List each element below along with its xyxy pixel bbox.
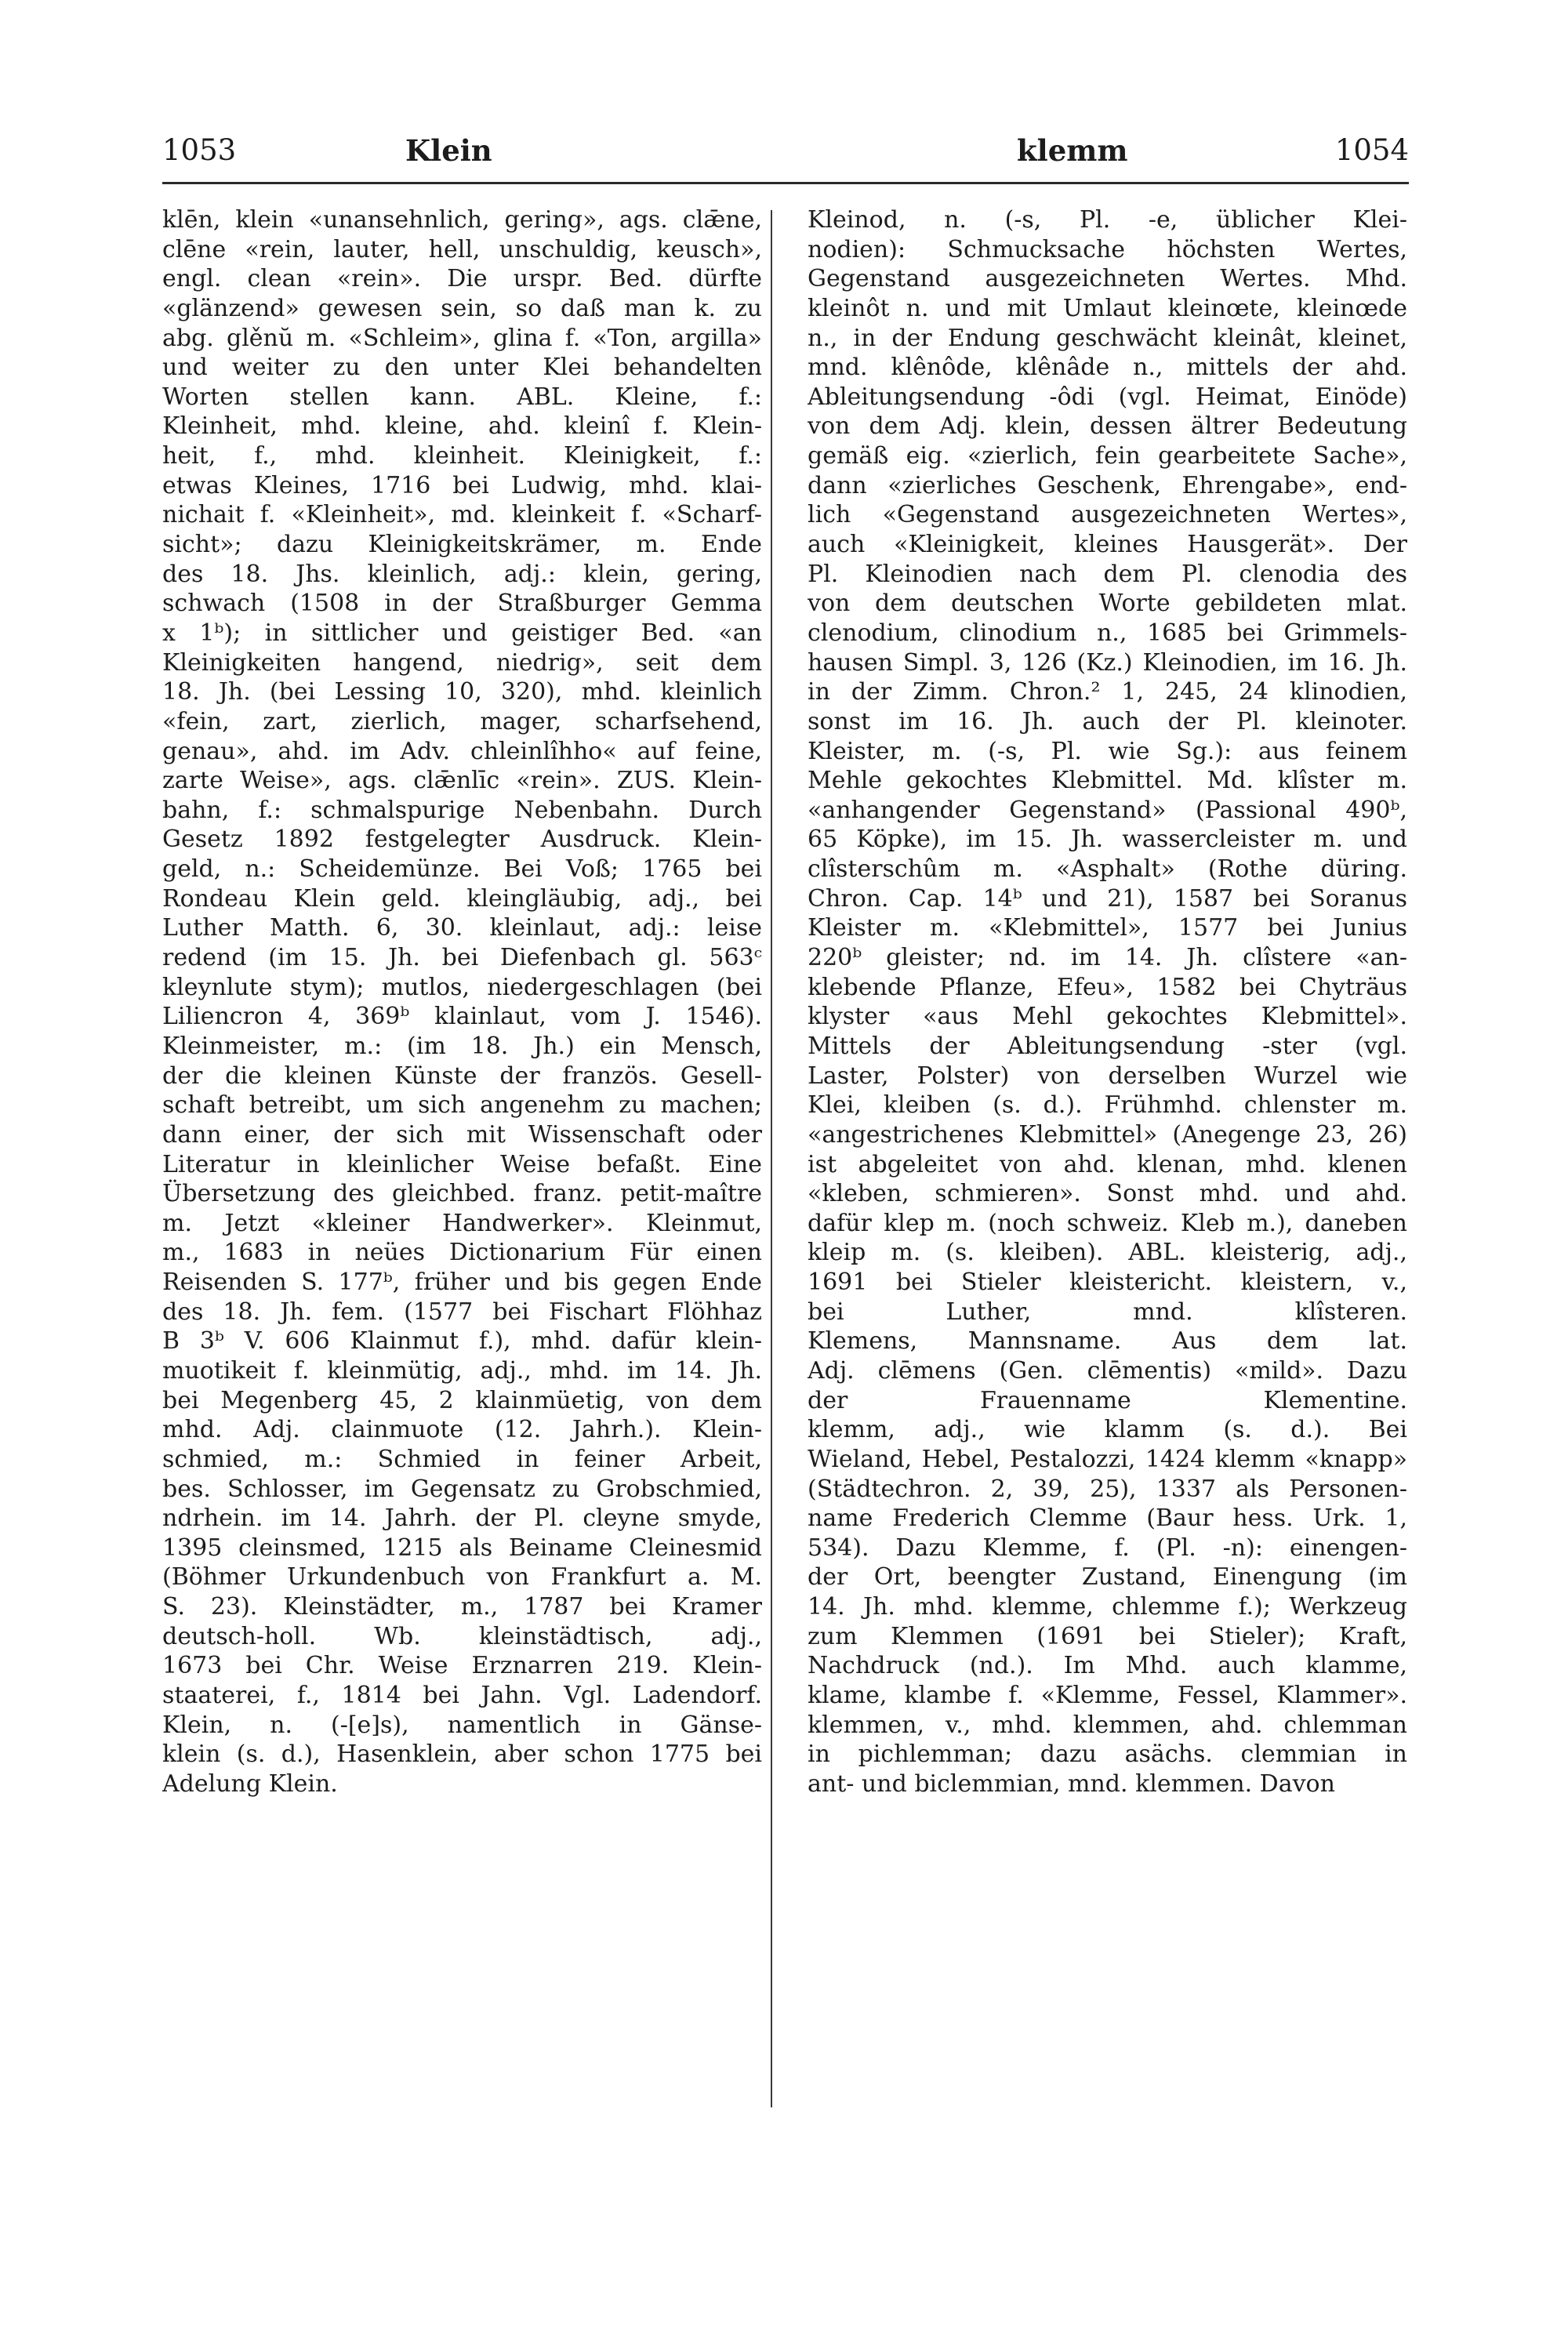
text-line: dann «zierliches Geschenk, Ehrengabe», end-	[808, 471, 1407, 499]
text-line: nodien): Schmucksache höchsten Wertes,	[808, 235, 1407, 263]
text-line: «glänzend» gewesen sein, so daß man k. zu	[162, 294, 762, 322]
text-line: Literatur in kleinlicher Weise befaßt. Eine	[162, 1150, 762, 1178]
text-line: von dem deutschen Worte gebildeten mlat.	[808, 590, 1407, 618]
text-line: Kleinmeister, m.: (im 18. Jh.) ein Mensch,	[162, 1032, 762, 1060]
text-line: auch «Kleinigkeit, kleines Hausgerät». Der	[808, 531, 1407, 559]
text-line: mhd. Adj. clainmuote (12. Jahrh.). Klein-	[162, 1416, 762, 1444]
text-line: m. Jetzt «kleiner Handwerker». Kleinmut,	[162, 1209, 762, 1237]
left-column	[162, 205, 762, 2118]
text-line: 534). Dazu Klemme, f. (Pl. -n): einengen-	[808, 1534, 1407, 1562]
text-line: clēne «rein, lauter, hell, unschuldig, keusch»,	[162, 235, 762, 263]
text-line: klēn, klein «unansehnlich, gering», ags. clǣne,	[162, 206, 762, 234]
running-header	[162, 133, 1409, 182]
right-column	[808, 205, 1407, 2118]
text-line: abg. glěnŭ m. «Schleim», glina f. «Ton, argilla»	[162, 324, 762, 352]
text-line: klemmen, v., mhd. klemmen, ahd. chlemman	[808, 1711, 1407, 1739]
text-line: 1395 cleinsmed, 1215 als Beiname Cleinesmid	[162, 1534, 762, 1562]
text-line: Rondeau Klein geld. kleingläubig, adj., bei	[162, 884, 762, 913]
text-line: 14. Jh. mhd. klemme, chlemme f.); Werkzeug	[808, 1593, 1407, 1621]
text-line: bei Megenberg 45, 2 klainmüetig, von dem	[162, 1386, 762, 1414]
text-line: Mehle gekochtes Klebmittel. Md. klîster m.	[808, 767, 1407, 795]
text-line: Kleister, m. (-s, Pl. wie Sg.): aus feinem	[808, 737, 1407, 765]
text-line: muotikeit f. kleinmütig, adj., mhd. im 14. Jh.	[162, 1356, 762, 1385]
text-line: kleynlute stym); mutlos, niedergeschlagen (bei	[162, 973, 762, 1001]
text-line: dafür klep m. (noch schweiz. Kleb m.), daneben	[808, 1209, 1407, 1237]
text-line: 65 Köpke), im 15. Jh. wassercleister m. und	[808, 826, 1407, 854]
text-line: klame, klambe f. «Klemme, Fessel, Klammer».	[808, 1682, 1407, 1710]
text-line: schaft betreibt, um sich angenehm zu machen;	[162, 1091, 762, 1120]
text-line: Nachdruck (nd.). Im Mhd. auch klamme,	[808, 1652, 1407, 1680]
text-line: Wieland, Hebel, Pestalozzi, 1424 klemm «knapp»	[808, 1445, 1407, 1473]
text-line: Gesetz 1892 festgelegter Ausdruck. Klein-	[162, 826, 762, 854]
text-line: zarte Weise», ags. clǣnlīc «rein». ZUS. Klein-	[162, 767, 762, 795]
text-line: in pichlemman; dazu asächs. clemmian in	[808, 1740, 1407, 1769]
text-line: Kleinod, n. (-s, Pl. -e, üblicher Klei-	[808, 206, 1407, 234]
text-line: bahn, f.: schmalspurige Nebenbahn. Durch	[162, 796, 762, 824]
text-line: Adj. clēmens (Gen. clēmentis) «mild». Dazu	[808, 1356, 1407, 1385]
text-line: «anhangender Gegenstand» (Passional 490ᵇ,	[808, 796, 1407, 824]
text-line: klyster «aus Mehl gekochtes Klebmittel».	[808, 1003, 1407, 1031]
text-line: sonst im 16. Jh. auch der Pl. kleinoter.	[808, 707, 1407, 735]
text-line: name Frederich Clemme (Baur hess. Urk. 1,	[808, 1504, 1407, 1533]
text-line: «kleben, schmieren». Sonst mhd. und ahd.	[808, 1180, 1407, 1208]
text-line: Mittels der Ableitungsendung -ster (vgl.	[808, 1032, 1407, 1060]
text-line: dann einer, der sich mit Wissenschaft oder	[162, 1120, 762, 1149]
text-line: 1691 bei Stieler kleistericht. kleistern, v.,	[808, 1269, 1407, 1297]
text-line: hausen Simpl. 3, 126 (Kz.) Kleinodien, im 16. Jh.	[808, 648, 1407, 677]
text-line: der Frauenname Klementine.	[808, 1386, 1407, 1414]
text-line: Pl. Kleinodien nach dem Pl. clenodia des	[808, 560, 1407, 588]
text-line: 220ᵇ gleister; nd. im 14. Jh. clîstere «an-	[808, 944, 1407, 972]
text-line: «fein, zart, zierlich, mager, scharfsehend,	[162, 707, 762, 735]
text-line: Liliencron 4, 369ᵇ klainlaut, vom J. 1546).	[162, 1003, 762, 1031]
text-line: Kleister m. «Klebmittel», 1577 bei Junius	[808, 914, 1407, 942]
header-rule	[162, 182, 1409, 184]
text-line: in der Zimm. Chron.² 1, 245, 24 klinodien,	[808, 678, 1407, 706]
text-line: B 3ᵇ V. 606 Klainmut f.), mhd. dafür klein-	[162, 1327, 762, 1356]
text-line: schmied, m.: Schmied in feiner Arbeit,	[162, 1445, 762, 1473]
text-line: klein (s. d.), Hasenklein, aber schon 1775 bei	[162, 1740, 762, 1769]
text-line: (Städtechron. 2, 39, 25), 1337 als Personen-	[808, 1475, 1407, 1503]
text-line: nichait f. «Kleinheit», md. kleinkeit f. «Scharf-	[162, 501, 762, 529]
text-line: Klemens, Mannsname. Aus dem lat.	[808, 1327, 1407, 1356]
text-line: clîsterschûm m. «Asphalt» (Rothe düring.	[808, 855, 1407, 884]
text-line: zum Klemmen (1691 bei Stieler); Kraft,	[808, 1622, 1407, 1650]
text-line: Kleinigkeiten hangend, niedrig», seit dem	[162, 648, 762, 677]
text-line: Reisenden S. 177ᵇ, früher und bis gegen Ende	[162, 1269, 762, 1297]
right-page-number: 1054	[1334, 133, 1409, 167]
text-line: staaterei, f., 1814 bei Jahn. Vgl. Ladendorf.	[162, 1682, 762, 1710]
text-line: der Ort, beengter Zustand, Einengung (im	[808, 1563, 1407, 1592]
text-line: S. 23). Kleinstädter, m., 1787 bei Kramer	[162, 1593, 762, 1621]
text-line: bei Luther, mnd. klîsteren.	[808, 1298, 1407, 1326]
text-line: clenodium, clinodium n., 1685 bei Grimmels-	[808, 619, 1407, 647]
text-line: «angestrichenes Klebmittel» (Anegenge 23, 26)	[808, 1120, 1407, 1149]
text-line: ist abgeleitet von ahd. klenan, mhd. klenen	[808, 1150, 1407, 1178]
text-line: ant- und biclemmian, mnd. klemmen. Davon	[808, 1769, 1335, 1798]
text-line: mnd. klênôde, klênâde n., mittels der ahd.	[808, 354, 1407, 382]
text-line: des 18. Jh. fem. (1577 bei Fischart Flöhhaz	[162, 1298, 762, 1326]
text-line: Kleinheit, mhd. kleine, ahd. kleinî f. Klein-	[162, 412, 762, 441]
text-line: ndrhein. im 14. Jahrh. der Pl. cleyne smyde,	[162, 1504, 762, 1533]
text-line: n., in der Endung geschwächt kleinât, kleinet,	[808, 324, 1407, 352]
text-line: sicht»; dazu Kleinigkeitskrämer, m. Ende	[162, 531, 762, 559]
text-line: genau», ahd. im Adv. chleinlîhho« auf feine,	[162, 737, 762, 765]
left-page-number: 1053	[162, 133, 237, 167]
text-line: Ableitungsendung -ôdi (vgl. Heimat, Einöde)	[808, 383, 1407, 411]
text-line: lich «Gegenstand ausgezeichneten Wertes»,	[808, 501, 1407, 529]
text-line: heit, f., mhd. kleinheit. Kleinigkeit, f.:	[162, 442, 762, 470]
text-line: Gegenstand ausgezeichneten Wertes. Mhd.	[808, 265, 1407, 293]
text-line: Klei, kleiben (s. d.). Frühmhd. chlenster m.	[808, 1091, 1407, 1120]
text-line: Worten stellen kann. ABL. Kleine, f.:	[162, 383, 762, 411]
text-line: und weiter zu den unter Klei behandelten	[162, 354, 762, 382]
text-line: etwas Kleines, 1716 bei Ludwig, mhd. klai-	[162, 471, 762, 499]
text-line: des 18. Jhs. kleinlich, adj.: klein, gering,	[162, 560, 762, 588]
text-line: von dem Adj. klein, dessen ältrer Bedeutung	[808, 412, 1407, 441]
text-line: Luther Matth. 6, 30. kleinlaut, adj.: leise	[162, 914, 762, 942]
text-line: x 1ᵇ); in sittlicher und geistiger Bed. «an	[162, 619, 762, 647]
text-line: der die kleinen Künste der französ. Gesell-	[162, 1062, 762, 1090]
text-line: engl. clean «rein». Die urspr. Bed. dürfte	[162, 265, 762, 293]
text-line: 1673 bei Chr. Weise Erznarren 219. Klein-	[162, 1652, 762, 1680]
text-line: redend (im 15. Jh. bei Diefenbach gl. 563ᶜ	[162, 944, 762, 972]
text-line: 18. Jh. (bei Lessing 10, 320), mhd. kleinlich	[162, 678, 762, 706]
text-line: kleip m. (s. kleiben). ABL. kleisterig, adj.,	[808, 1239, 1407, 1267]
right-guide-word: klemm	[1017, 133, 1128, 168]
column-divider	[771, 210, 772, 2107]
text-line: geld, n.: Scheidemünze. Bei Voß; 1765 bei	[162, 855, 762, 884]
text-line: Chron. Cap. 14ᵇ und 21), 1587 bei Soranus	[808, 884, 1407, 913]
text-line: klemm, adj., wie klamm (s. d.). Bei	[808, 1416, 1407, 1444]
text-line: klebende Pflanze, Efeu», 1582 bei Chyträus	[808, 973, 1407, 1001]
text-line: kleinôt n. und mit Umlaut kleinœte, kleinœde	[808, 294, 1407, 322]
text-line: m., 1683 in neües Dictionarium Für einen	[162, 1239, 762, 1267]
text-line: Übersetzung des gleichbed. franz. petit-maître	[162, 1180, 762, 1208]
text-line: schwach (1508 in der Straßburger Gemma	[162, 590, 762, 618]
text-line: (Böhmer Urkundenbuch von Frankfurt a. M.	[162, 1563, 762, 1592]
text-line: Klein, n. (-[e]s), namentlich in Gänse-	[162, 1711, 762, 1739]
text-line: deutsch-holl. Wb. kleinstädtisch, adj.,	[162, 1622, 762, 1650]
text-line: gemäß eig. «zierlich, fein gearbeitete Sache»,	[808, 442, 1407, 470]
text-line: Adelung Klein.	[162, 1769, 338, 1798]
text-line: bes. Schlosser, im Gegensatz zu Grobschmied,	[162, 1475, 762, 1503]
left-guide-word: Klein	[405, 133, 492, 168]
text-line: Laster, Polster) von derselben Wurzel wie	[808, 1062, 1407, 1090]
